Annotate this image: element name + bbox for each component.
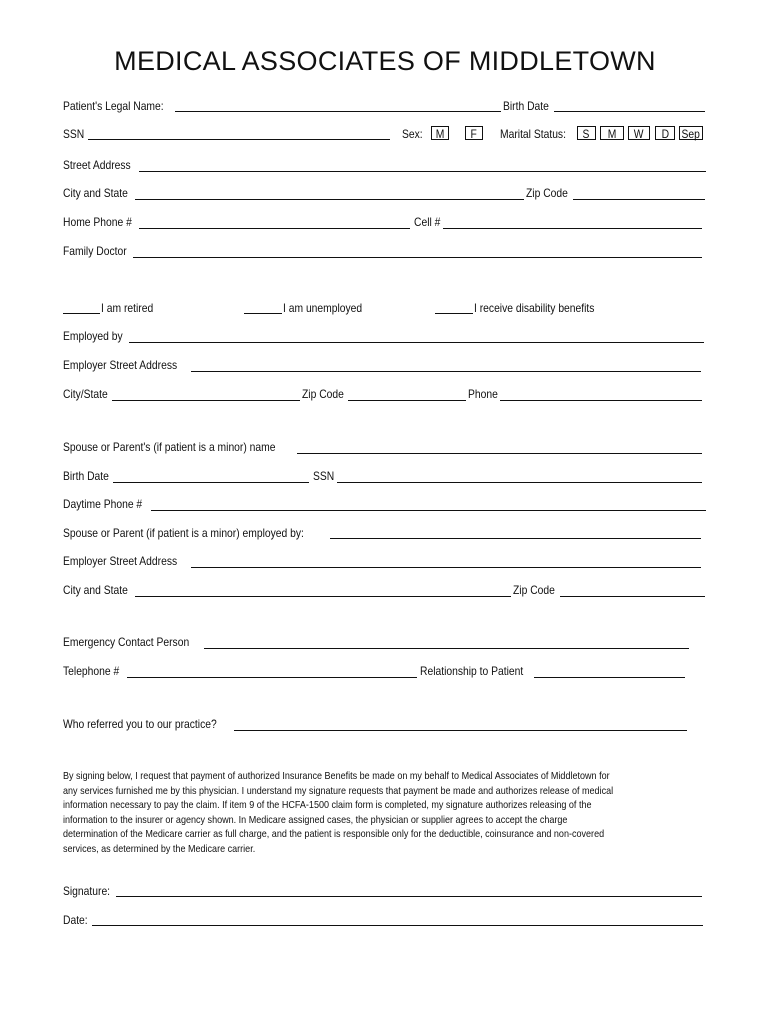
signature-field[interactable] [116,896,702,897]
sex-option-f[interactable]: F [465,126,483,140]
authorization-line: information to the insurer or agency shown. In Medicare assigned cases, the physician or supplier agrees to accept the charge [63,813,568,826]
spouse-zip-field[interactable] [560,596,705,597]
home-phone-field[interactable] [139,228,410,229]
spouse-name-label: Spouse or Parent's (if patient is a minor) name [63,440,276,454]
spouse-ssn-label: SSN [313,469,335,483]
relationship-label: Relationship to Patient [420,664,524,678]
authorization-line: information necessary to pay the claim. If item 9 of the HCFA-1500 claim form is completed, my signature authorizes releasing of the [63,799,592,812]
zip-code-field[interactable] [573,199,705,200]
home-phone-label: Home Phone # [63,215,132,229]
employer-street-label: Employer Street Address [63,358,178,372]
spouse-zip-label: Zip Code [513,583,555,597]
referral-question: Who referred you to our practice? [63,717,217,731]
date-field[interactable] [92,925,703,926]
retired-label: I am retired [101,301,154,315]
employer-city-state-label: City/State [63,387,108,401]
spouse-employed-by-field[interactable] [330,538,701,539]
city-state-label: City and State [63,186,128,200]
form-title: MEDICAL ASSOCIATES OF MIDDLETOWN [114,46,656,76]
emergency-contact-field[interactable] [204,648,689,649]
employer-zip-field[interactable] [348,400,466,401]
employed-by-field[interactable] [129,342,704,343]
date-label: Date: [63,913,88,927]
daytime-phone-field[interactable] [151,510,706,511]
employer-phone-field[interactable] [500,400,702,401]
street-address-label: Street Address [63,158,131,172]
employed-by-label: Employed by [63,329,123,343]
cell-label: Cell # [414,215,441,229]
disability-label: I receive disability benefits [474,301,595,315]
marital-status-label: Marital Status: [500,127,566,141]
street-address-field[interactable] [139,171,706,172]
authorization-line: services, as determined by the Medicare carrier. [63,842,256,855]
employer-zip-label: Zip Code [302,387,344,401]
sex-label: Sex: [402,127,423,141]
city-state-field[interactable] [135,199,524,200]
unemployed-label: I am unemployed [283,301,363,315]
marital-option-d[interactable]: D [655,126,675,140]
marital-option-m[interactable]: M [600,126,624,140]
zip-code-label: Zip Code [526,186,568,200]
legal-name-field[interactable] [175,111,501,112]
marital-option-w[interactable]: W [628,126,650,140]
family-doctor-label: Family Doctor [63,244,127,258]
spouse-ssn-field[interactable] [337,482,702,483]
retired-blank[interactable] [63,313,100,314]
spouse-employer-street-label: Employer Street Address [63,554,178,568]
referral-field[interactable] [234,730,687,731]
disability-blank[interactable] [435,313,473,314]
employer-phone-label: Phone [468,387,498,401]
birth-date-field[interactable] [554,111,705,112]
legal-name-label: Patient's Legal Name: [63,99,164,113]
spouse-city-state-field[interactable] [135,596,511,597]
cell-field[interactable] [443,228,702,229]
authorization-paragraph [63,769,699,857]
authorization-line: any services furnished me by this physician. I understand my signature requests that payment be made and authorizes release of medical [63,784,614,797]
authorization-line: By signing below, I request that payment of authorized Insurance Benefits be made on my behalf to Medical Associates of Middletown for [63,770,610,782]
spouse-city-state-label: City and State [63,583,128,597]
authorization-line: determination of the Medicare carrier as full charge, and the patient is responsible only for the deductible, coinsurance and non-covered [63,828,605,841]
daytime-phone-label: Daytime Phone # [63,497,143,511]
spouse-birth-date-label: Birth Date [63,469,109,483]
birth-date-label: Birth Date [503,99,549,113]
unemployed-blank[interactable] [244,313,282,314]
emergency-contact-label: Emergency Contact Person [63,635,190,649]
sex-option-m[interactable]: M [431,126,449,140]
marital-option-sep[interactable]: Sep [679,126,703,140]
signature-label: Signature: [63,884,111,898]
family-doctor-field[interactable] [133,257,702,258]
ssn-field[interactable] [88,139,390,140]
spouse-name-field[interactable] [297,453,702,454]
marital-option-s[interactable]: S [577,126,596,140]
emergency-telephone-label: Telephone # [63,664,120,678]
spouse-employer-street-field[interactable] [191,567,701,568]
employer-street-field[interactable] [191,371,701,372]
spouse-employed-by-label: Spouse or Parent (if patient is a minor) employed by: [63,526,304,540]
spouse-birth-date-field[interactable] [113,482,309,483]
emergency-telephone-field[interactable] [127,677,417,678]
employer-city-state-field[interactable] [112,400,300,401]
relationship-field[interactable] [534,677,685,678]
ssn-label: SSN [63,127,85,141]
